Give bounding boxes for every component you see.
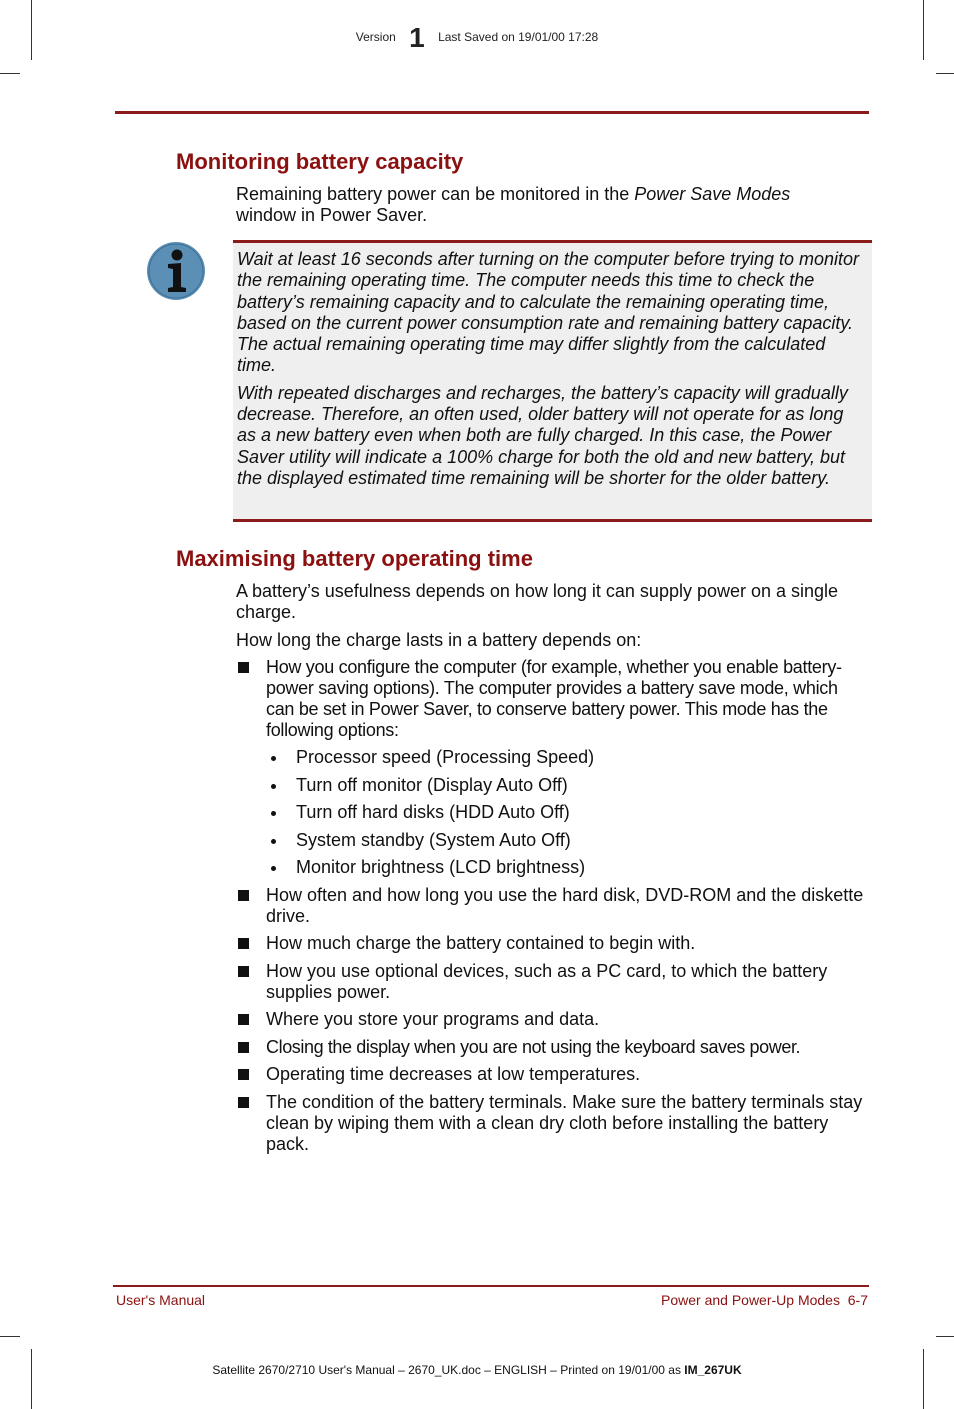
intro-emphasis: Power Save Modes xyxy=(634,184,791,204)
list-item xyxy=(236,1064,866,1085)
list-item xyxy=(236,1037,866,1058)
square-bullet-icon xyxy=(238,966,249,977)
print-info xyxy=(0,1363,954,1377)
dot-bullet-icon xyxy=(271,839,276,844)
crop-mark xyxy=(936,73,954,74)
list-item-text: How you configure the computer (for example, whether you enable battery-power saving options). The computer provides a battery save mode, which can be set in Power Saver, to conserve battery power. This mode has the following options: xyxy=(266,657,842,740)
maximising-para-2: How long the charge lasts in a battery depends on: xyxy=(236,630,642,650)
sub-list-item-text: Processor speed (Processing Speed) xyxy=(296,747,595,767)
note-paragraph: Wait at least 16 seconds after turning on the computer before trying to monitor the remaining operating time. The computer needs this time to check the battery’s remaining capacity and to calculate the remaining operating time, based on the current power consumption rate and remaining battery capacity. The actual remaining operating time may differ slightly from the calculated time. xyxy=(237,249,860,376)
dot-bullet-icon xyxy=(271,811,276,816)
list-item xyxy=(236,885,866,927)
top-rule xyxy=(115,111,869,114)
list-item-text: Operating time decreases at low temperatures. xyxy=(266,1064,641,1084)
maximising-para-1: A battery’s usefulness depends on how long it can supply power on a single charge. xyxy=(236,581,839,622)
list-item-text: Where you store your programs and data. xyxy=(266,1009,600,1029)
print-code: IM_267UK xyxy=(684,1363,742,1377)
sub-list-item xyxy=(266,857,866,878)
list-item xyxy=(236,1092,866,1155)
version-label: Version xyxy=(355,30,396,44)
list-item-text: How often and how long you use the hard disk, DVD-ROM and the diskette drive. xyxy=(266,884,864,926)
sub-list-item-text: Turn off hard disks (HDD Auto Off) xyxy=(296,802,570,822)
square-bullet-icon xyxy=(238,1014,249,1025)
sub-list-item xyxy=(266,747,866,768)
section-title-monitoring: Monitoring battery capacity xyxy=(176,149,464,174)
note-paragraph: With repeated discharges and recharges, the battery’s capacity will gradually decrease. Therefore, an often used, older battery will not operate for as long as a new battery even when both are fully charged. In this case, the Power Saver utility will indicate a 100% charge for both the old and new battery, but the displayed estimated time remaining will be shorter for the older battery. xyxy=(237,382,848,488)
dot-bullet-icon xyxy=(271,866,276,871)
square-bullet-icon xyxy=(238,890,249,901)
list-item xyxy=(236,933,866,954)
note-content xyxy=(237,249,867,495)
print-info-text: Satellite 2670/2710 User's Manual – 2670_UK.doc – ENGLISH – Printed on 19/01/00 as xyxy=(212,1363,685,1377)
list-item xyxy=(236,961,866,1003)
square-bullet-icon xyxy=(238,1069,249,1080)
monitoring-intro xyxy=(236,184,846,226)
section-title-maximising: Maximising battery operating time xyxy=(176,546,533,571)
list-item xyxy=(236,1009,866,1030)
info-icon xyxy=(146,241,206,301)
dot-bullet-icon xyxy=(271,784,276,789)
footer-left: User's Manual xyxy=(116,1292,206,1308)
footer-right: Power and Power-Up Modes 6-7 xyxy=(661,1292,868,1308)
crop-mark xyxy=(936,1336,954,1337)
sub-list-item xyxy=(266,775,866,796)
intro-text: Remaining battery power can be monitored in the xyxy=(236,184,635,204)
sub-list-item-text: System standby (System Auto Off) xyxy=(296,829,571,850)
version-header xyxy=(0,22,954,54)
intro-text-end: window in Power Saver. xyxy=(236,205,428,225)
list-item-text: How you use optional devices, such as a PC card, to which the battery supplies power. xyxy=(266,960,828,1002)
square-bullet-icon xyxy=(238,1097,249,1108)
dot-bullet-icon xyxy=(271,756,276,761)
square-bullet-icon xyxy=(238,662,249,673)
list-item-text: How much charge the battery contained to begin with. xyxy=(266,933,696,953)
sub-list-item-text: Turn off monitor (Display Auto Off) xyxy=(296,774,568,795)
sub-list-item xyxy=(266,802,866,823)
crop-mark xyxy=(31,1349,32,1409)
list-item-text: Closing the display when you are not using the keyboard saves power. xyxy=(266,1036,801,1057)
square-bullet-icon xyxy=(238,1042,249,1053)
sub-list-item-text: Monitor brightness (LCD brightness) xyxy=(296,857,586,877)
crop-mark xyxy=(0,1336,20,1337)
crop-mark xyxy=(923,1349,924,1409)
factors-list xyxy=(236,657,866,1161)
footer-rule xyxy=(113,1285,869,1287)
list-item-text: The condition of the battery terminals. Make sure the battery terminals stay clean by wiping them with a clean dry cloth before installing the battery pack. xyxy=(266,1091,863,1154)
list-item xyxy=(236,657,866,878)
square-bullet-icon xyxy=(238,938,249,949)
sub-list-item xyxy=(266,830,866,851)
version-number: 1 xyxy=(409,22,425,53)
last-saved: Last Saved on 19/01/00 17:28 xyxy=(438,30,599,44)
crop-mark xyxy=(0,73,20,74)
